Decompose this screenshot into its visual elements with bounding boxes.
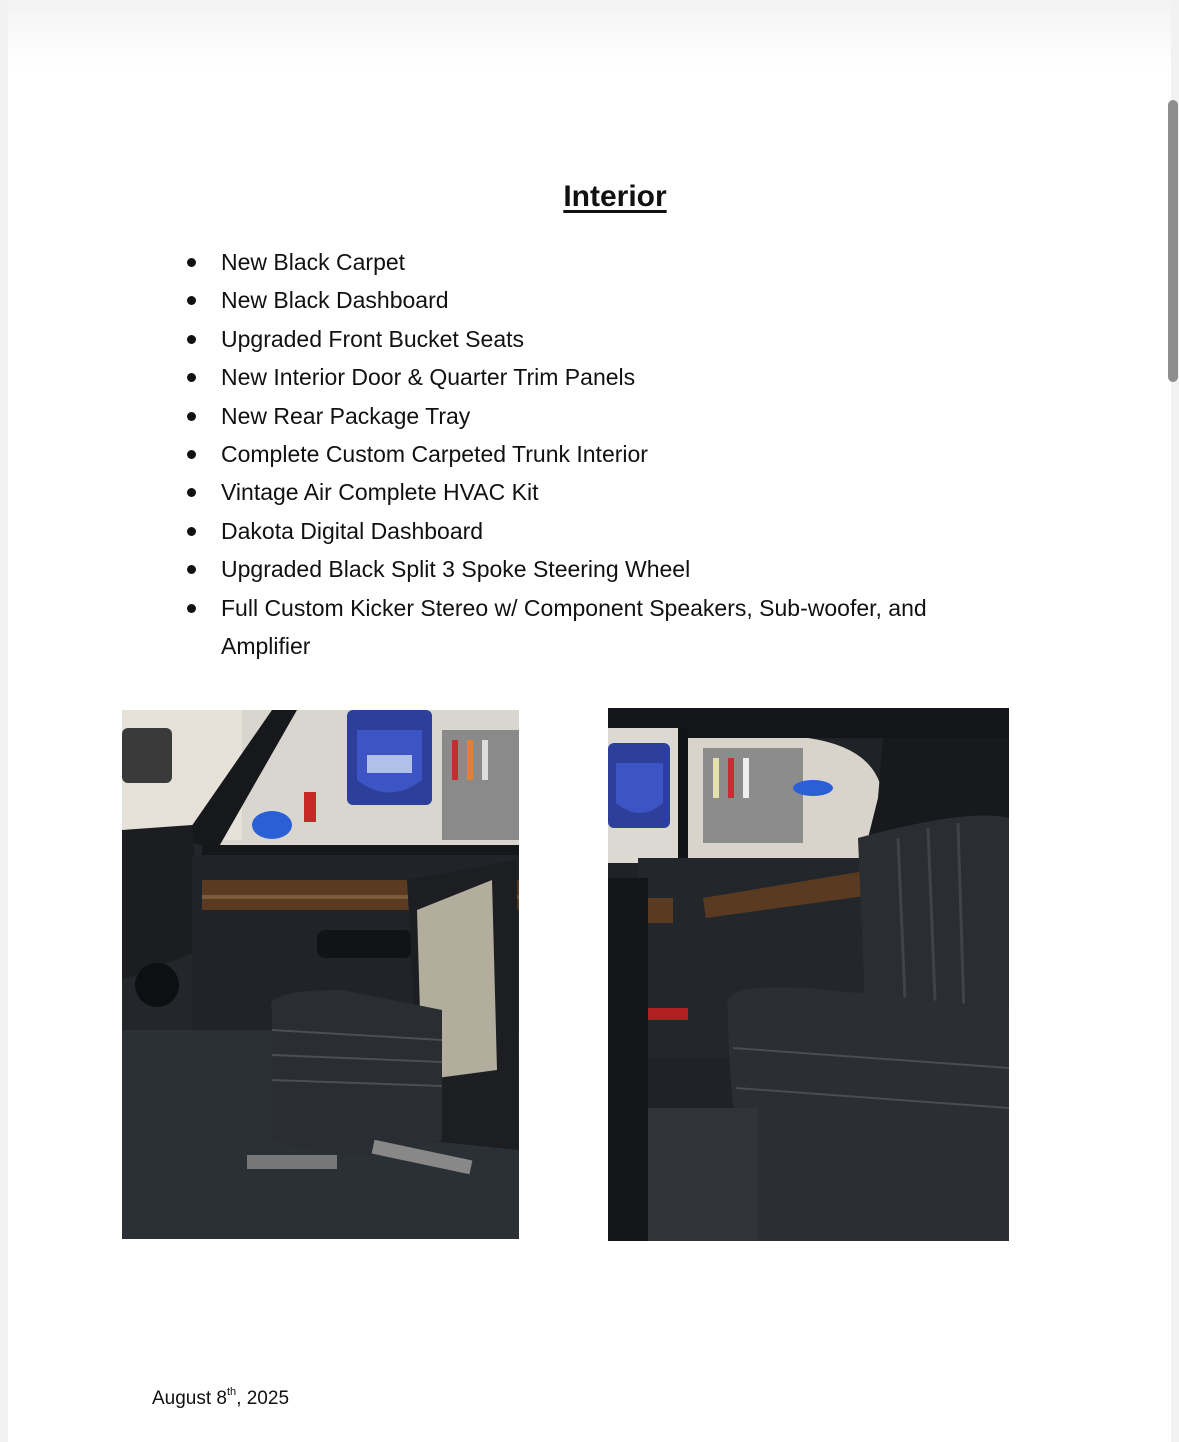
list-item-text: New Rear Package Tray <box>221 402 471 429</box>
list-item <box>178 473 998 511</box>
list-item <box>178 589 998 666</box>
list-item <box>178 243 998 281</box>
list-item-text: Dakota Digital Dashboard <box>221 517 484 544</box>
list-item <box>178 358 998 396</box>
list-item <box>178 512 998 550</box>
bullet-icon <box>187 373 196 382</box>
date-ordinal-suffix: th <box>227 1386 237 1398</box>
list-item-text: New Black Carpet <box>221 249 406 275</box>
list-item <box>178 320 998 358</box>
feature-list <box>178 243 998 665</box>
bullet-icon <box>187 335 196 344</box>
front-bucket-seat-photo <box>122 710 519 1239</box>
list-item <box>178 550 998 588</box>
bullet-icon <box>187 258 196 267</box>
page-top-shadow <box>8 0 1171 70</box>
vertical-scrollbar[interactable] <box>1168 100 1178 382</box>
section-heading: Interior <box>563 180 667 213</box>
bullet-icon <box>187 450 196 459</box>
bullet-icon <box>187 412 196 421</box>
list-item-text: New Interior Door & Quarter Trim Panels <box>221 364 636 391</box>
list-item-text: Complete Custom Carpeted Trunk Interior <box>221 441 648 468</box>
date-month-day: August 8 <box>152 1388 227 1409</box>
document-date <box>152 1386 289 1410</box>
list-item-text: Upgraded Black Split 3 Spoke Steering Wheel <box>221 556 691 583</box>
list-item <box>178 281 998 319</box>
rear-bench-seat-photo <box>608 708 1009 1241</box>
document-page <box>8 0 1171 1442</box>
list-item-text: New Black Dashboard <box>221 287 449 314</box>
list-item <box>178 397 998 435</box>
bullet-icon <box>187 565 196 574</box>
list-item <box>178 435 998 473</box>
list-item-text: Vintage Air Complete HVAC Kit <box>221 479 539 506</box>
bullet-icon <box>187 527 196 536</box>
bullet-icon <box>187 604 196 613</box>
bullet-icon <box>187 488 196 497</box>
list-item-text: Full Custom Kicker Stereo w/ Component Speakers, Sub-woofer, and Amplifier <box>221 594 927 660</box>
list-item-text: Upgraded Front Bucket Seats <box>221 325 524 352</box>
date-year: , 2025 <box>236 1388 290 1409</box>
bullet-icon <box>187 296 196 305</box>
